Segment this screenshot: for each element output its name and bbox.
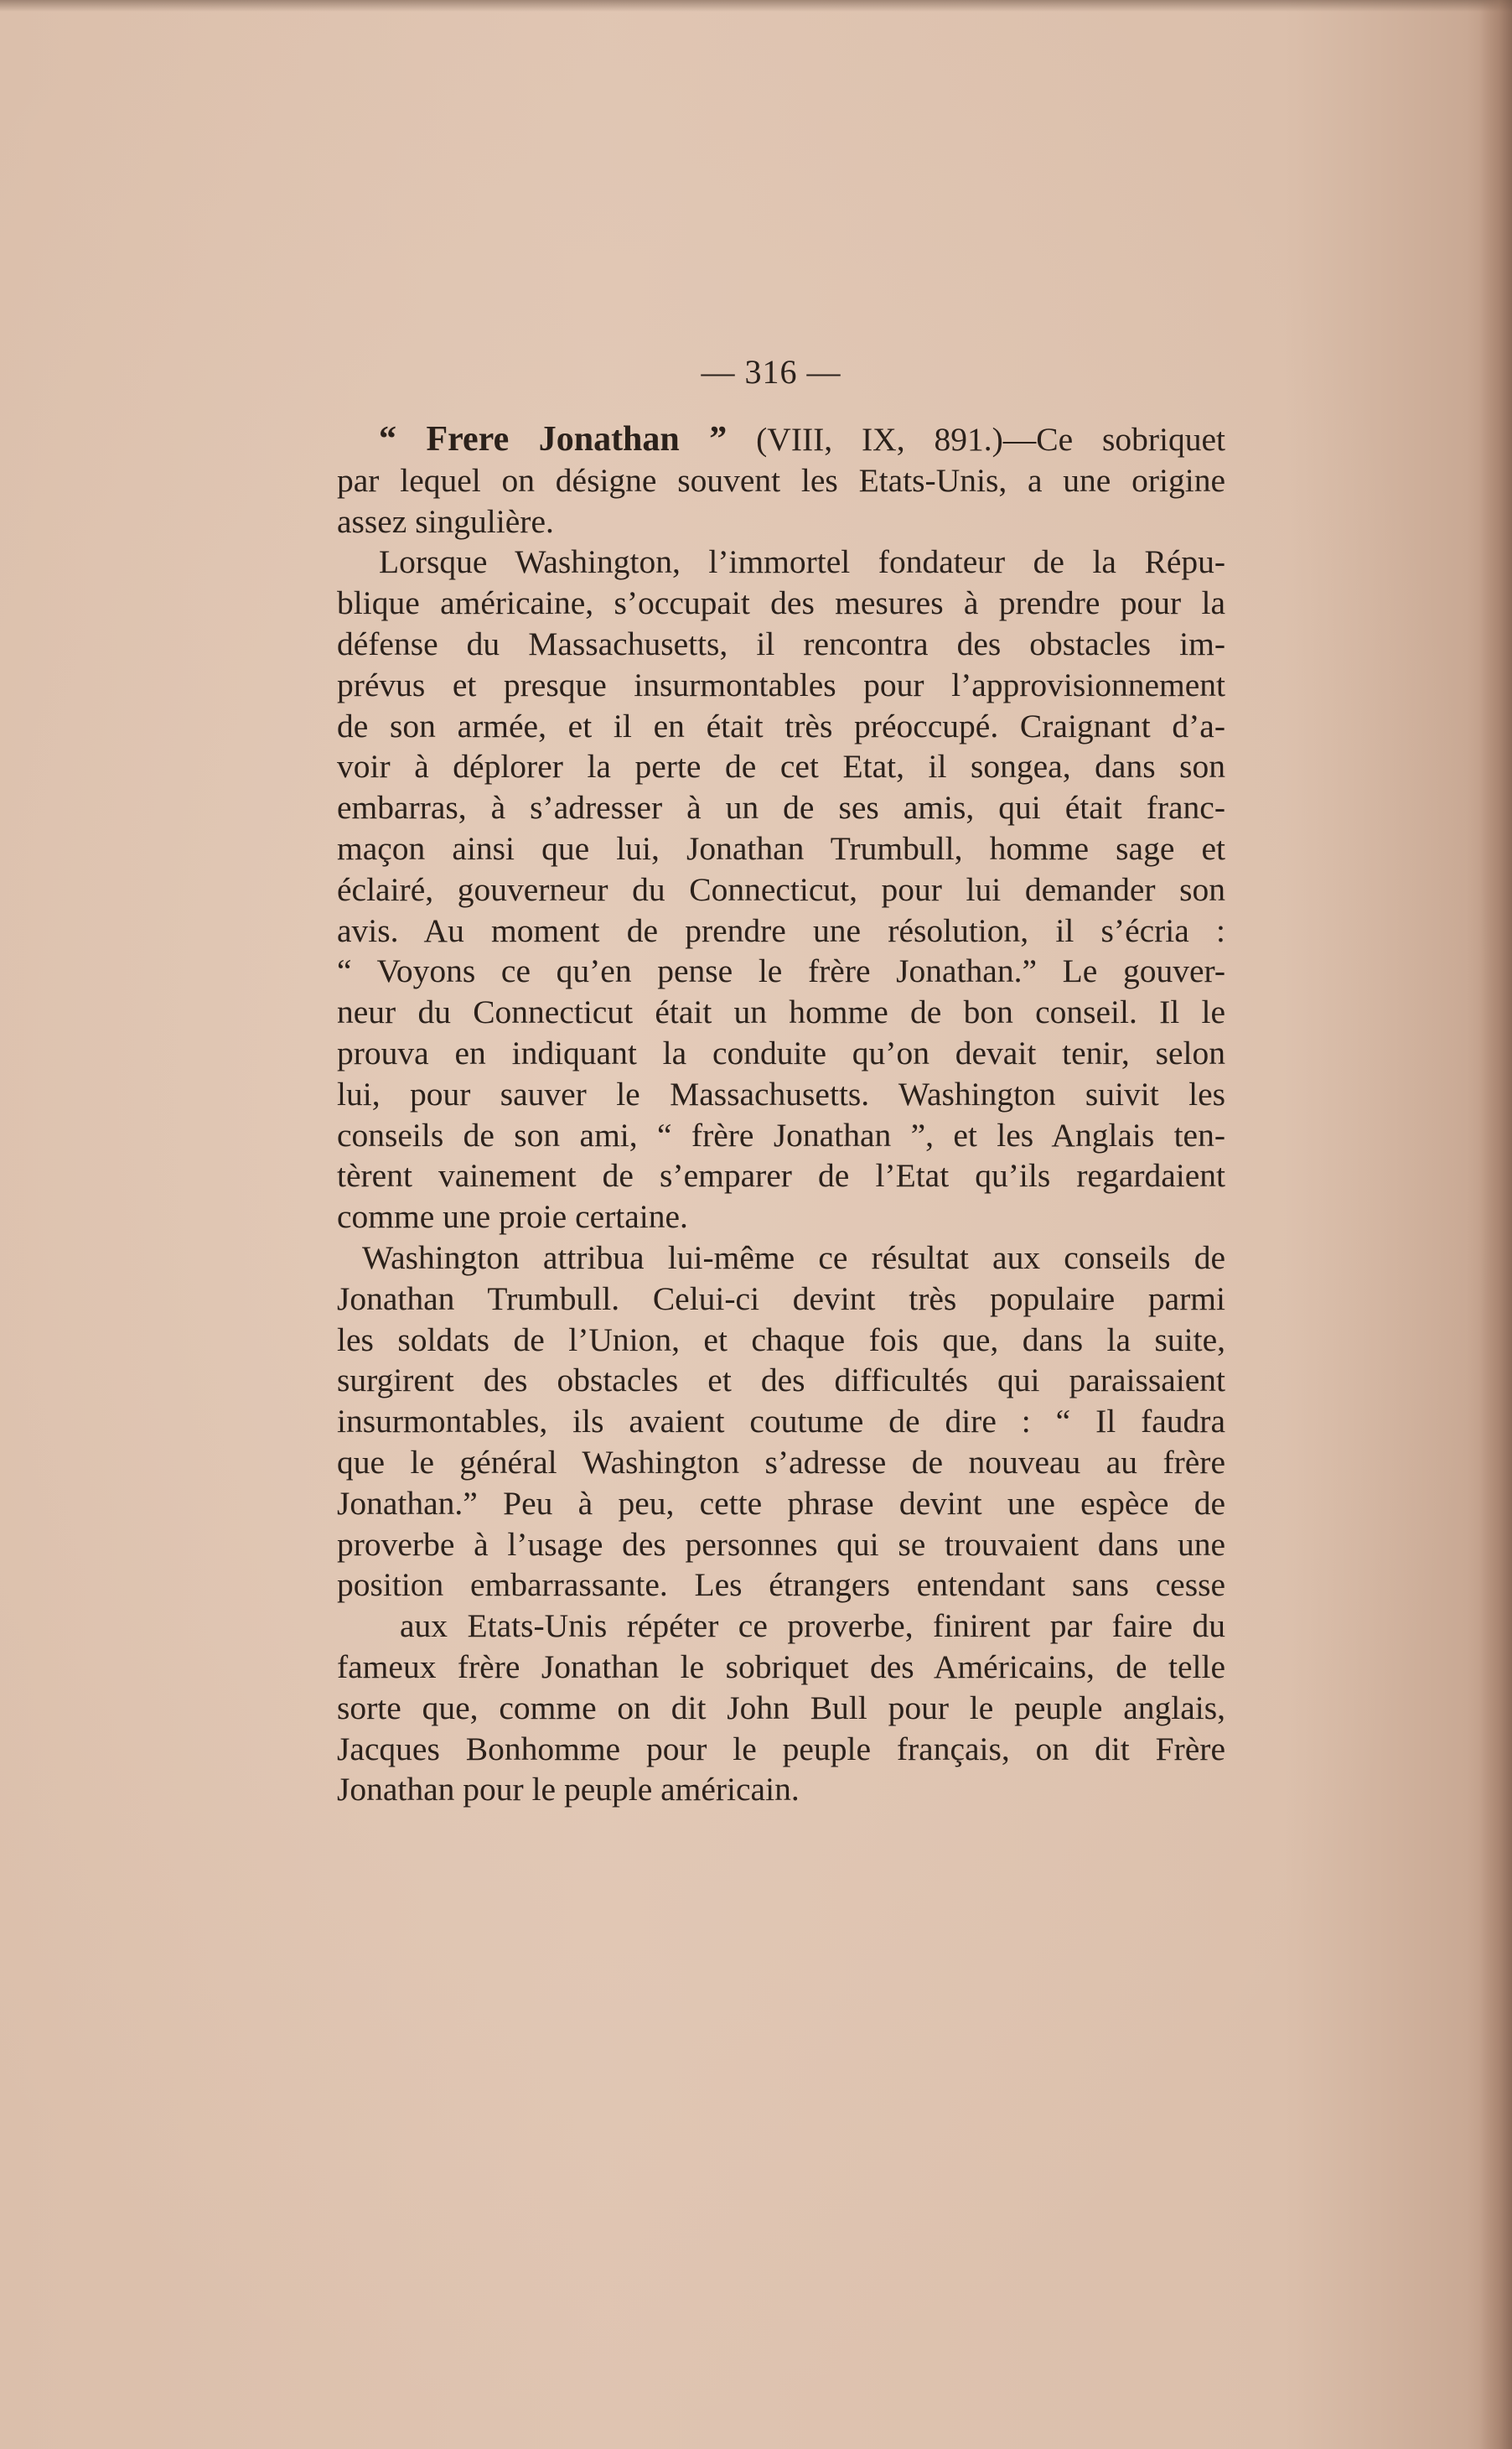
text-line: embarras, à s’adresser à un de ses amis, qui était franc- xyxy=(337,789,1225,827)
text-line: maçon ainsi que lui, Jonathan Trumbull, homme sage et xyxy=(337,829,1225,867)
text-line: Jonathan pour le peuple américain. xyxy=(337,1771,800,1808)
text-line: aux Etats-Unis répéter ce proverbe, finirent par faire du xyxy=(400,1607,1225,1645)
text-line: “ Voyons ce qu’en pense le frère Jonathan.” Le gouver- xyxy=(337,952,1225,990)
text-line: avis. Au moment de prendre une résolution, il s’écria : xyxy=(337,911,1225,949)
text-line: éclairé, gouverneur du Connecticut, pour lui demander son xyxy=(337,870,1225,908)
text-line: de son armée, et il en était très préoccupé. Craignant d’a- xyxy=(337,707,1225,745)
text-line: position embarrassante. Les étrangers entendant sans cesse xyxy=(337,1566,1225,1604)
text-line: neur du Connecticut était un homme de bon conseil. Il le xyxy=(337,994,1225,1031)
text-line: défense du Massachusetts, il rencontra des obstacles im- xyxy=(337,625,1225,662)
text-line: comme une proie certaine. xyxy=(337,1198,688,1236)
text-line: assez singulière. xyxy=(337,502,554,540)
entry-heading-rest: (VIII, IX, 891.)—Ce sobriquet xyxy=(727,421,1225,458)
paragraph-1 xyxy=(337,460,1225,542)
text-line: proverbe à l’usage des personnes qui se trouvaient dans une xyxy=(337,1525,1225,1563)
text-line: fameux frère Jonathan le sobriquet des Américains, de telle xyxy=(337,1647,1225,1685)
text-line: prouva en indiquant la conduite qu’on devait tenir, selon xyxy=(337,1034,1225,1071)
paragraph-3 xyxy=(337,1237,1225,1810)
entry-heading: “ Frere Jonathan ” xyxy=(379,420,728,459)
text-line: tèrent vainement de s’emparer de l’Etat qu’ils regardaient xyxy=(337,1157,1225,1195)
text-line: surgirent des obstacles et des difficultés qui paraissaient xyxy=(337,1362,1225,1399)
text-line: sorte que, comme on dit John Bull pour le peuple anglais, xyxy=(337,1689,1225,1726)
page-right-edge-shadow xyxy=(1480,0,1512,2449)
page-top-shadow xyxy=(0,0,1512,12)
text-line: Lorsque Washington, l’immortel fondateur de la Répu- xyxy=(379,543,1225,581)
text-line: que le général Washington s’adresse de nouveau au frère xyxy=(337,1443,1225,1481)
text-line: blique américaine, s’occupait des mesures à prendre pour la xyxy=(337,584,1225,622)
body-text xyxy=(337,419,1225,1810)
text-line: lui, pour sauver le Massachusetts. Washington suivit les xyxy=(337,1075,1225,1113)
paragraph-2 xyxy=(337,542,1225,1237)
text-line: les soldats de l’Union, et chaque fois que, dans la suite, xyxy=(337,1320,1225,1358)
text-line: par lequel on désigne souvent les Etats-Unis, a une origine xyxy=(337,461,1225,499)
text-line: conseils de son ami, “ frère Jonathan ”, et les Anglais ten- xyxy=(337,1116,1225,1154)
heading-line xyxy=(337,419,1225,460)
text-line: Jonathan.” Peu à peu, cette phrase devint une espèce de xyxy=(337,1484,1225,1522)
text-line: prévus et presque insurmontables pour l’approvisionnement xyxy=(337,666,1225,703)
text-line: Jonathan Trumbull. Celui-ci devint très populaire parmi xyxy=(337,1279,1225,1317)
text-line: Washington attribua lui-même ce résultat aux conseils de xyxy=(362,1238,1225,1276)
page-number: — 316 — xyxy=(701,353,841,391)
text-line: voir à déplorer la perte de cet Etat, il songea, dans son xyxy=(337,748,1225,786)
text-line: Jacques Bonhomme pour le peuple français, on dit Frère xyxy=(337,1730,1225,1767)
text-line: insurmontables, ils avaient coutume de dire : “ Il faudra xyxy=(337,1403,1225,1440)
